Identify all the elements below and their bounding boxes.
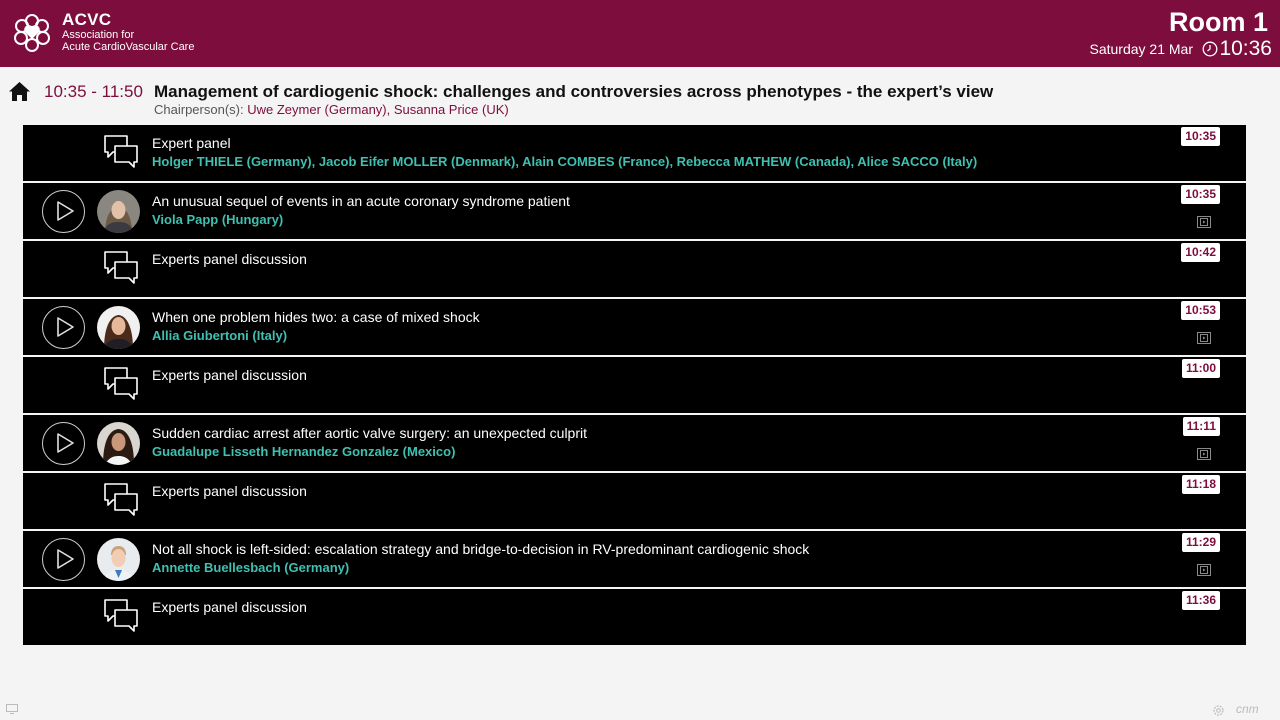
org-abbreviation: ACVC — [62, 10, 112, 29]
clock-icon — [1202, 41, 1218, 57]
presentation-title: Experts panel discussion — [152, 367, 307, 383]
list-item[interactable] — [23, 589, 1246, 645]
video-icon[interactable] — [1197, 331, 1211, 343]
presentation-list — [23, 125, 1246, 645]
list-item[interactable] — [23, 473, 1246, 531]
list-item[interactable] — [23, 183, 1246, 241]
start-time-badge: 11:00 — [1182, 359, 1220, 378]
speaker-avatar — [97, 190, 140, 233]
video-icon[interactable] — [1197, 447, 1211, 459]
list-item[interactable] — [23, 415, 1246, 473]
chairpersons-label: Chairperson(s): — [154, 102, 244, 117]
speaker-avatar — [97, 422, 140, 465]
presentation-speaker: Holger THIELE (Germany), Jacob Eifer MOLLER (Denmark), Alain COMBES (France), Rebecca MATHEW (Canada), Alice SACCO (Italy) — [152, 154, 978, 169]
presentation-title: When one problem hides two: a case of mixed shock — [152, 309, 480, 325]
list-item[interactable] — [23, 357, 1246, 415]
presentation-title: Experts panel discussion — [152, 599, 307, 615]
presentation-speaker: Annette Buellesbach (Germany) — [152, 560, 350, 575]
org-line-2: Acute CardioVascular Care — [62, 41, 195, 53]
list-item[interactable] — [23, 531, 1246, 589]
speaker-avatar — [97, 538, 140, 581]
speaker-avatar — [97, 306, 140, 349]
presentation-title: Sudden cardiac arrest after aortic valve surgery: an unexpected culprit — [152, 425, 588, 441]
start-time-badge: 10:35 — [1181, 127, 1220, 146]
monitor-icon — [6, 704, 18, 714]
top-bar — [0, 0, 1280, 67]
current-date: Saturday 21 Mar — [1089, 41, 1193, 57]
presentation-speaker: Viola Papp (Hungary) — [152, 212, 284, 227]
discussion-icon — [103, 366, 139, 402]
start-time-badge: 11:11 — [1183, 417, 1220, 436]
start-time-badge: 11:29 — [1182, 533, 1220, 552]
presentation-title: Not all shock is left-sided: escalation strategy and bridge-to-decision in RV-predominant cardiogenic shock — [152, 541, 810, 557]
acvc-logo-icon — [12, 13, 52, 53]
video-icon[interactable] — [1197, 563, 1211, 575]
list-item[interactable] — [23, 241, 1246, 299]
session-time: 10:35 - 11:50 — [44, 82, 143, 101]
presentation-title: An unusual sequel of events in an acute coronary syndrome patient — [152, 193, 570, 209]
home-icon[interactable] — [9, 82, 30, 101]
start-time-badge: 11:18 — [1182, 475, 1220, 494]
play-button[interactable] — [42, 538, 85, 581]
org-line-1: Association for — [62, 29, 135, 41]
discussion-icon — [103, 598, 139, 634]
session-title: Management of cardiogenic shock: challenges and controversies across phenotypes - the expert’s view — [154, 82, 994, 101]
chairpersons — [154, 102, 509, 117]
play-button[interactable] — [42, 190, 85, 233]
start-time-badge: 10:35 — [1181, 185, 1220, 204]
gear-icon[interactable] — [1212, 704, 1225, 717]
video-icon[interactable] — [1197, 215, 1211, 227]
list-item[interactable] — [23, 299, 1246, 357]
chairpersons-names: Uwe Zeymer (Germany), Susanna Price (UK) — [247, 102, 509, 117]
presentation-speaker: Allia Giubertoni (Italy) — [152, 328, 288, 343]
discussion-icon — [103, 250, 139, 286]
organization-name — [62, 11, 194, 53]
footer-brand: cnm — [1236, 702, 1259, 716]
room-name: Room 1 — [1168, 7, 1268, 37]
start-time-badge: 11:36 — [1182, 591, 1220, 610]
start-time-badge: 10:42 — [1181, 243, 1220, 262]
start-time-badge: 10:53 — [1181, 301, 1220, 320]
discussion-icon — [103, 134, 139, 170]
presentation-title: Experts panel discussion — [152, 483, 307, 499]
current-time: 10:36 — [1219, 37, 1272, 60]
play-button[interactable] — [42, 422, 85, 465]
discussion-icon — [103, 482, 139, 518]
list-item[interactable] — [23, 125, 1246, 183]
presentation-title: Experts panel discussion — [152, 251, 307, 267]
presentation-speaker: Guadalupe Lisseth Hernandez Gonzalez (Mexico) — [152, 444, 456, 459]
presentation-title: Expert panel — [152, 135, 231, 151]
play-button[interactable] — [42, 306, 85, 349]
